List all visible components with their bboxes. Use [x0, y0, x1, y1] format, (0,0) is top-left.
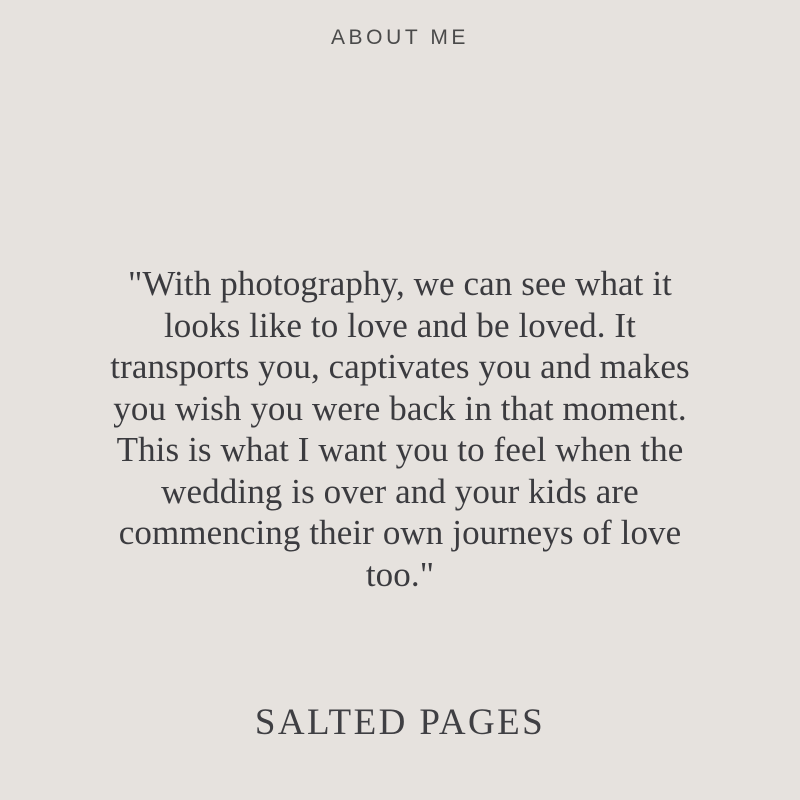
pull-quote-text: "With photography, we can see what it looks like to love and be loved. It transports you, captivates you and makes you wish you were back in that moment. This is what I want you to feel when the wedding is over and your kids are commencing their own journeys of love too.": [110, 264, 690, 594]
brand-wordmark: SALTED PAGES: [254, 702, 546, 743]
quote-container: [0, 228, 800, 630]
footer-container: [0, 701, 800, 744]
section-eyebrow-about-me: ABOUT ME: [330, 26, 470, 49]
